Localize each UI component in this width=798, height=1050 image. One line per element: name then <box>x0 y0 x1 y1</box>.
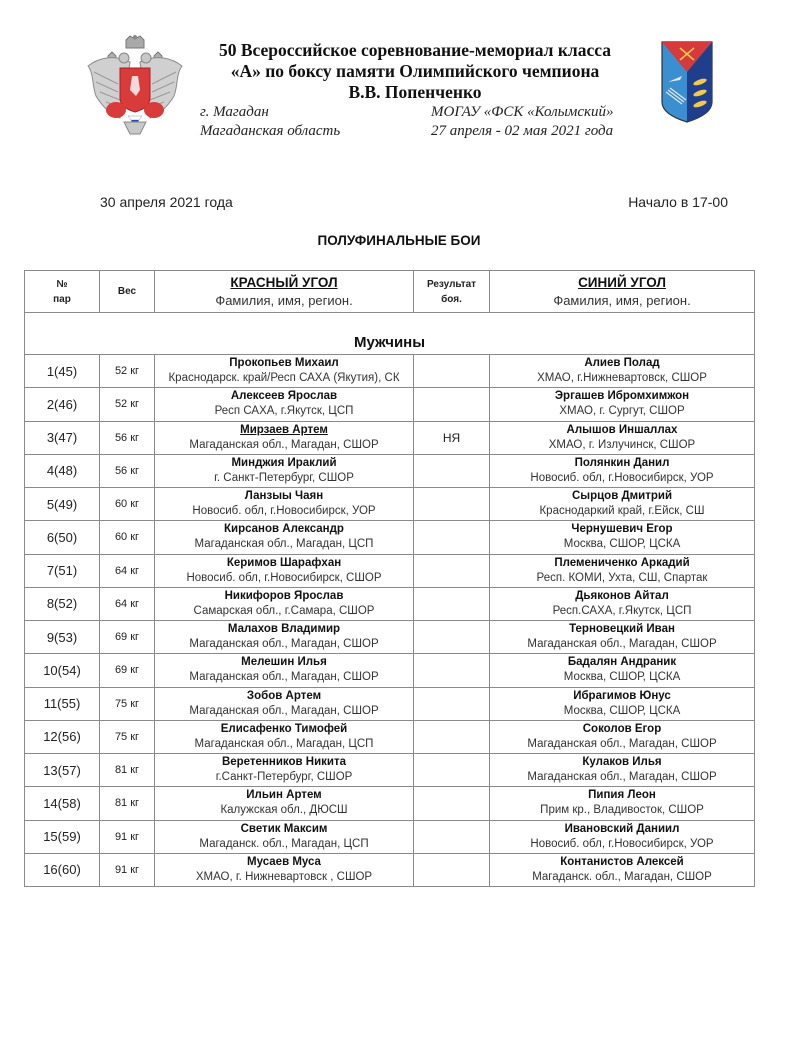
result-cell <box>414 853 490 886</box>
pair-number: 6(50) <box>46 529 78 545</box>
blue-boxer-name: Терновецкий Иван <box>569 623 675 636</box>
magadan-coat-of-arms-icon <box>660 40 714 124</box>
pair-number: 16(60) <box>43 862 81 878</box>
red-boxer-name: Мелешин Илья <box>241 656 327 669</box>
pair-number-cell <box>25 421 100 454</box>
pair-number: 14(58) <box>43 795 81 811</box>
result-cell <box>414 820 490 853</box>
result-cell <box>414 587 490 620</box>
red-boxer-name: Малахов Владимир <box>227 623 341 636</box>
pair-number-cell <box>25 853 100 886</box>
blue-corner-cell <box>490 554 755 587</box>
blue-boxer-name: Алышов Иншаллах <box>566 423 678 436</box>
pair-number-cell <box>25 687 100 720</box>
red-boxer-name: Кирсанов Александр <box>224 523 344 536</box>
weight-cell <box>100 521 155 554</box>
table-header-row <box>25 271 755 313</box>
red-boxer-region: Магаданская обл., Магадан, СШОР <box>189 638 379 651</box>
header-weight-label: Вес <box>117 286 137 297</box>
pair-number: 7(51) <box>46 563 78 579</box>
pair-number: 5(49) <box>46 496 78 512</box>
red-boxer-name: Мирзаев Артем <box>240 423 328 436</box>
weight-cell <box>100 687 155 720</box>
red-boxer-name: Прокопьев Михаил <box>229 357 339 370</box>
blue-boxer-region: Краснодаркий край, г.Ейск, СШ <box>539 505 705 518</box>
pair-number: 15(59) <box>43 829 81 845</box>
red-corner-cell <box>155 521 414 554</box>
russian-eagle-emblem-icon <box>84 34 186 138</box>
weight-cell <box>100 654 155 687</box>
header-result <box>414 271 490 313</box>
header-pair-line-2: пар <box>53 293 71 305</box>
result-cell <box>414 421 490 454</box>
pair-number: 8(52) <box>46 596 78 612</box>
result-cell <box>414 687 490 720</box>
header-blue-corner-label: СИНИЙ УГОЛ <box>578 274 666 290</box>
weight-cell <box>100 587 155 620</box>
red-boxer-region: Новосиб. обл, г.Новосибирск, УОР <box>192 505 376 518</box>
weight-class: 75 кг <box>114 697 140 710</box>
pair-number-cell <box>25 554 100 587</box>
table-row <box>25 454 755 487</box>
pair-number-cell <box>25 820 100 853</box>
red-boxer-name: Алексеев Ярослав <box>230 390 338 403</box>
blue-boxer-name: Кулаков Илья <box>582 756 662 769</box>
red-corner-cell <box>155 587 414 620</box>
event-dates: 27 апреля - 02 мая 2021 года <box>431 123 614 139</box>
blue-boxer-name: Ибрагимов Юнус <box>573 689 671 702</box>
pair-number: 9(53) <box>46 629 78 645</box>
weight-cell <box>100 388 155 421</box>
header-result-line-1: Результат <box>426 278 477 290</box>
stage-title: ПОЛУФИНАЛЬНЫЕ БОИ <box>317 233 481 248</box>
competition-date: 30 апреля 2021 года <box>100 194 233 210</box>
pair-number-cell <box>25 587 100 620</box>
pair-number-cell <box>25 654 100 687</box>
red-corner-cell <box>155 421 414 454</box>
table-row <box>25 355 755 388</box>
weight-cell <box>100 454 155 487</box>
red-boxer-region: ХМАО, г. Нижневартовск , СШОР <box>195 870 373 883</box>
blue-corner-cell <box>490 521 755 554</box>
blue-boxer-region: Москва, СШОР, ЦСКА <box>563 671 681 684</box>
red-boxer-name: Керимов Шарафхан <box>226 556 342 569</box>
weight-cell <box>100 754 155 787</box>
weight-class: 69 кг <box>114 631 140 644</box>
table-row <box>25 521 755 554</box>
blue-corner-cell <box>490 454 755 487</box>
weight-cell <box>100 488 155 521</box>
event-title-line-3: В.В. Попенченко <box>348 82 482 102</box>
blue-boxer-region: Москва, СШОР, ЦСКА <box>563 704 681 717</box>
result-cell <box>414 521 490 554</box>
result-cell <box>414 554 490 587</box>
blue-boxer-region: Магаданская обл., Магадан, СШОР <box>527 737 717 750</box>
event-venue: МОГАУ «ФСК «Колымский» <box>431 104 614 120</box>
red-boxer-name: Веретенников Никита <box>221 756 347 769</box>
bouts-table <box>24 270 755 887</box>
red-corner-cell <box>155 754 414 787</box>
blue-boxer-name: Племениченко Аркадий <box>554 556 690 569</box>
red-boxer-name: Светик Максим <box>240 822 328 835</box>
result-cell <box>414 787 490 820</box>
weight-class: 91 кг <box>114 830 140 843</box>
table-row <box>25 754 755 787</box>
blue-boxer-region: ХМАО, г. Излучинск, СШОР <box>548 438 696 451</box>
pair-number: 4(48) <box>46 463 78 479</box>
weight-cell <box>100 554 155 587</box>
header-blue-corner <box>490 271 755 313</box>
result-cell <box>414 488 490 521</box>
blue-boxer-region: ХМАО, г. Сургут, СШОР <box>559 405 685 418</box>
table-row <box>25 554 755 587</box>
table-row <box>25 687 755 720</box>
weight-class: 52 кг <box>114 398 140 411</box>
red-boxer-name: Ильин Артем <box>246 789 322 802</box>
blue-boxer-name: Эргашев Ибромхимжон <box>554 390 690 403</box>
header-weight <box>100 271 155 313</box>
blue-boxer-name: Бадалян Андраник <box>567 656 677 669</box>
section-row <box>25 313 755 355</box>
weight-class: 60 кг <box>114 531 140 544</box>
blue-boxer-name: Сырцов Дмитрий <box>571 490 673 503</box>
red-boxer-region: Самарская обл., г.Самара, СШОР <box>193 604 375 617</box>
red-boxer-region: Магаданская обл., Магадан, СШОР <box>189 671 379 684</box>
blue-boxer-region: Респ. КОМИ, Ухта, СШ, Спартак <box>536 571 708 584</box>
header-result-line-2: боя. <box>441 293 462 305</box>
blue-boxer-region: Новосиб. обл, г.Новосибирск, УОР <box>530 837 714 850</box>
pair-number-cell <box>25 454 100 487</box>
red-corner-cell <box>155 787 414 820</box>
blue-corner-cell <box>490 654 755 687</box>
blue-boxer-region: Новосиб. обл, г.Новосибирск, УОР <box>530 471 714 484</box>
blue-corner-cell <box>490 853 755 886</box>
table-row <box>25 488 755 521</box>
red-boxer-region: г. Санкт-Петербург, СШОР <box>214 471 354 484</box>
blue-corner-cell <box>490 421 755 454</box>
pair-number-cell <box>25 621 100 654</box>
red-boxer-region: г.Санкт-Петербург, СШОР <box>215 771 353 784</box>
table-row <box>25 421 755 454</box>
blue-corner-cell <box>490 587 755 620</box>
pair-number: 2(46) <box>46 396 78 412</box>
red-corner-cell <box>155 621 414 654</box>
blue-boxer-region: Магаданская обл., Магадан, СШОР <box>527 638 717 651</box>
blue-corner-cell <box>490 355 755 388</box>
pair-number: 11(55) <box>43 696 81 712</box>
result-cell <box>414 754 490 787</box>
result-cell <box>414 454 490 487</box>
weight-class: 91 кг <box>114 863 140 876</box>
result-cell <box>414 388 490 421</box>
weight-class: 64 кг <box>114 597 140 610</box>
red-boxer-region: Магаданская обл., Магадан, ЦСП <box>194 538 374 551</box>
table-row <box>25 654 755 687</box>
pair-number-cell <box>25 388 100 421</box>
red-boxer-region: Краснодарск. край/Респ САХА (Якутия), СК <box>168 372 400 385</box>
blue-boxer-region: Магаданск. обл., Магадан, СШОР <box>532 870 712 883</box>
table-row <box>25 621 755 654</box>
header-pair-number <box>25 271 100 313</box>
pair-number: 13(57) <box>43 762 81 778</box>
pair-number: 10(54) <box>43 662 81 678</box>
pair-number-cell <box>25 355 100 388</box>
pair-number-cell <box>25 521 100 554</box>
blue-boxer-name: Алиев Полад <box>584 357 660 370</box>
pair-number-cell <box>25 754 100 787</box>
weight-class: 52 кг <box>114 365 140 378</box>
weight-class: 56 кг <box>114 464 140 477</box>
weight-cell <box>100 787 155 820</box>
pair-number-cell <box>25 488 100 521</box>
weight-cell <box>100 355 155 388</box>
blue-boxer-region: Москва, СШОР, ЦСКА <box>563 538 681 551</box>
blue-boxer-name: Контанистов Алексей <box>560 855 684 868</box>
red-boxer-region: Магаданская обл., Магадан, СШОР <box>189 438 379 451</box>
table-row <box>25 820 755 853</box>
red-corner-cell <box>155 820 414 853</box>
blue-corner-cell <box>490 687 755 720</box>
pair-number-cell <box>25 787 100 820</box>
table-row <box>25 720 755 753</box>
event-title-line-2: «А» по боксу памяти Олимпийского чемпиона <box>230 61 600 81</box>
header-pair-line-1: № <box>56 278 68 290</box>
result-cell <box>414 355 490 388</box>
blue-boxer-name: Полянкин Данил <box>574 456 670 469</box>
red-corner-cell <box>155 853 414 886</box>
weight-class: 81 кг <box>114 797 140 810</box>
result-cell <box>414 654 490 687</box>
weight-cell <box>100 820 155 853</box>
weight-class: 69 кг <box>114 664 140 677</box>
weight-class: 56 кг <box>114 431 140 444</box>
red-corner-cell <box>155 687 414 720</box>
pair-number: 3(47) <box>46 430 78 446</box>
header-red-corner-label: КРАСНЫЙ УГОЛ <box>230 274 338 290</box>
header-red-corner <box>155 271 414 313</box>
red-corner-cell <box>155 388 414 421</box>
red-boxer-region: Магаданск. обл., Магадан, ЦСП <box>199 837 369 850</box>
red-corner-cell <box>155 488 414 521</box>
blue-boxer-region: Прим кр., Владивосток, СШОР <box>540 804 704 817</box>
pair-number: 12(56) <box>43 729 81 745</box>
blue-boxer-name: Ивановский Даниил <box>564 822 680 835</box>
event-title <box>190 40 640 103</box>
blue-boxer-name: Пипия Леон <box>588 789 656 802</box>
red-corner-cell <box>155 554 414 587</box>
event-title-line-1: 50 Всероссийское соревнование-мемориал класса <box>218 40 611 60</box>
red-boxer-region: Новосиб. обл, г.Новосибирск, СШОР <box>186 571 382 584</box>
table-row <box>25 587 755 620</box>
red-corner-cell <box>155 454 414 487</box>
red-boxer-region: Магаданская обл., Магадан, ЦСП <box>194 737 374 750</box>
section-label-men: Мужчины <box>353 334 426 351</box>
section-cell <box>25 313 755 355</box>
blue-corner-cell <box>490 787 755 820</box>
blue-boxer-name: Чернушевич Егор <box>571 523 673 536</box>
red-boxer-name: Никифоров Ярослав <box>224 589 344 602</box>
blue-corner-cell <box>490 720 755 753</box>
table-row <box>25 388 755 421</box>
weight-cell <box>100 720 155 753</box>
event-city: г. Магадан <box>200 104 269 120</box>
red-boxer-region: Респ САХА, г.Якутск, ЦСП <box>214 405 354 418</box>
weight-class: 64 кг <box>114 564 140 577</box>
weight-cell <box>100 853 155 886</box>
header-red-corner-sub: Фамилия, имя, регион. <box>215 292 353 308</box>
blue-corner-cell <box>490 488 755 521</box>
red-boxer-region: Магаданская обл., Магадан, СШОР <box>189 704 379 717</box>
blue-corner-cell <box>490 621 755 654</box>
weight-class: 81 кг <box>114 764 140 777</box>
red-boxer-name: Мусаев Муса <box>247 855 321 868</box>
pair-number-cell <box>25 720 100 753</box>
header-blue-corner-sub: Фамилия, имя, регион. <box>553 292 691 308</box>
result-cell <box>414 621 490 654</box>
red-corner-cell <box>155 355 414 388</box>
blue-boxer-region: ХМАО, г.Нижневартовск, СШОР <box>537 372 707 385</box>
blue-boxer-region: Магаданская обл., Магадан, СШОР <box>527 771 717 784</box>
red-boxer-name: Зобов Артем <box>246 689 322 702</box>
weight-cell <box>100 621 155 654</box>
start-time: Начало в 17-00 <box>628 194 728 210</box>
weight-class: 60 кг <box>114 498 140 511</box>
blue-corner-cell <box>490 388 755 421</box>
blue-boxer-region: Респ.САХА, г.Якутск, ЦСП <box>552 604 692 617</box>
result-cell <box>414 720 490 753</box>
red-boxer-name: Минджия Ираклий <box>231 456 337 469</box>
blue-boxer-name: Соколов Егор <box>582 722 662 735</box>
table-row <box>25 853 755 886</box>
weight-cell <box>100 421 155 454</box>
red-boxer-name: Елисафенко Тимофей <box>220 722 348 735</box>
red-corner-cell <box>155 720 414 753</box>
weight-class: 75 кг <box>114 730 140 743</box>
blue-corner-cell <box>490 754 755 787</box>
red-boxer-region: Калужская обл., ДЮСШ <box>220 804 348 817</box>
table-row <box>25 787 755 820</box>
event-region: Магаданская область <box>200 123 341 139</box>
bout-result: НЯ <box>442 430 461 445</box>
blue-corner-cell <box>490 820 755 853</box>
pair-number: 1(45) <box>46 363 78 379</box>
blue-boxer-name: Дьяконов Айтал <box>575 589 669 602</box>
red-boxer-name: Ланзыы Чаян <box>244 490 324 503</box>
red-corner-cell <box>155 654 414 687</box>
